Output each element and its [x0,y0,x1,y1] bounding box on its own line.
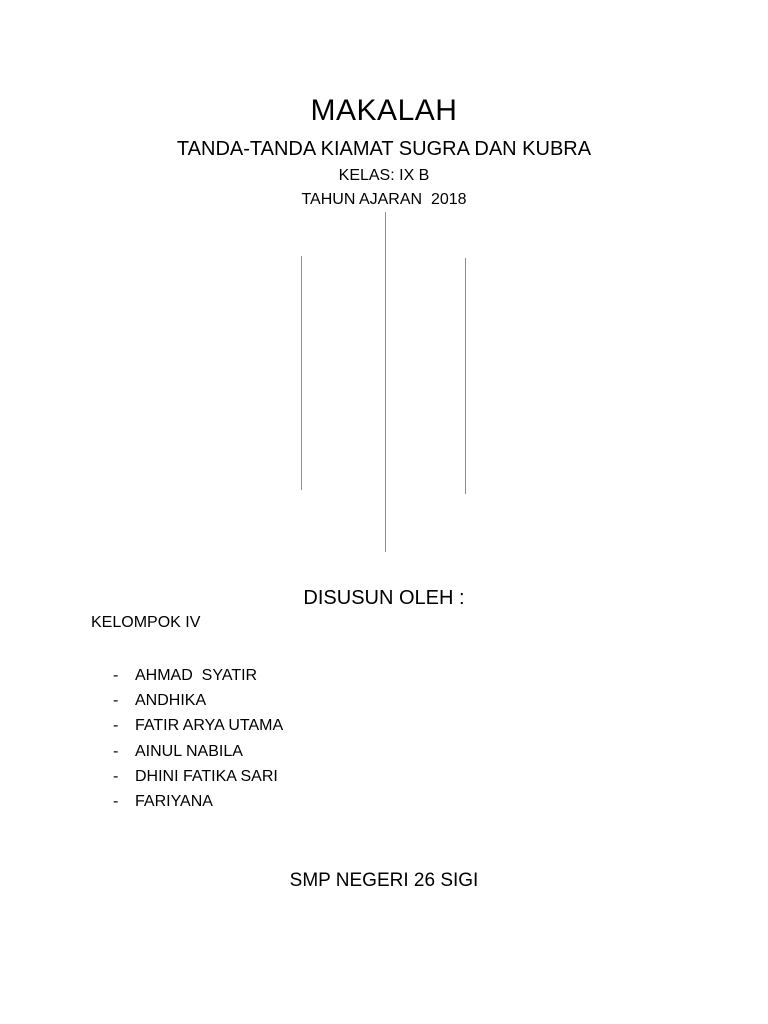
list-item [113,663,283,688]
list-bullet: - [113,792,119,810]
member-name: FATIR ARYA UTAMA [135,717,284,735]
member-list [113,663,283,814]
school-name: SMP NEGERI 26 SIGI [289,870,479,891]
document-subtitle: TANDA-TANDA KIAMAT SUGRA DAN KUBRA [176,138,592,160]
list-bullet: - [113,667,119,684]
decorative-line-right [465,258,466,494]
member-name: FARIYANA [135,792,213,810]
group-label: KELOMPOK IV [91,614,201,631]
member-name: AINUL NABILA [135,742,243,760]
list-item [113,713,283,738]
list-bullet: - [113,692,119,710]
list-bullet: - [113,717,119,735]
list-item [113,764,283,789]
member-name: AHMAD SYATIR [135,667,258,684]
member-name: DHINI FATIKA SARI [135,767,278,785]
list-item [113,688,283,713]
compiled-by-heading: DISUSUN OLEH : [303,587,465,609]
list-item [113,789,283,814]
member-name: ANDHIKA [135,692,207,710]
class-label: KELAS: IX B [338,167,430,184]
decorative-line-middle [385,212,386,552]
list-bullet: - [113,742,119,760]
list-item [113,739,283,764]
list-bullet: - [113,767,119,785]
document-title: MAKALAH [310,94,458,127]
decorative-line-left [301,256,302,490]
academic-year-label: TAHUN AJARAN 2018 [301,191,467,208]
